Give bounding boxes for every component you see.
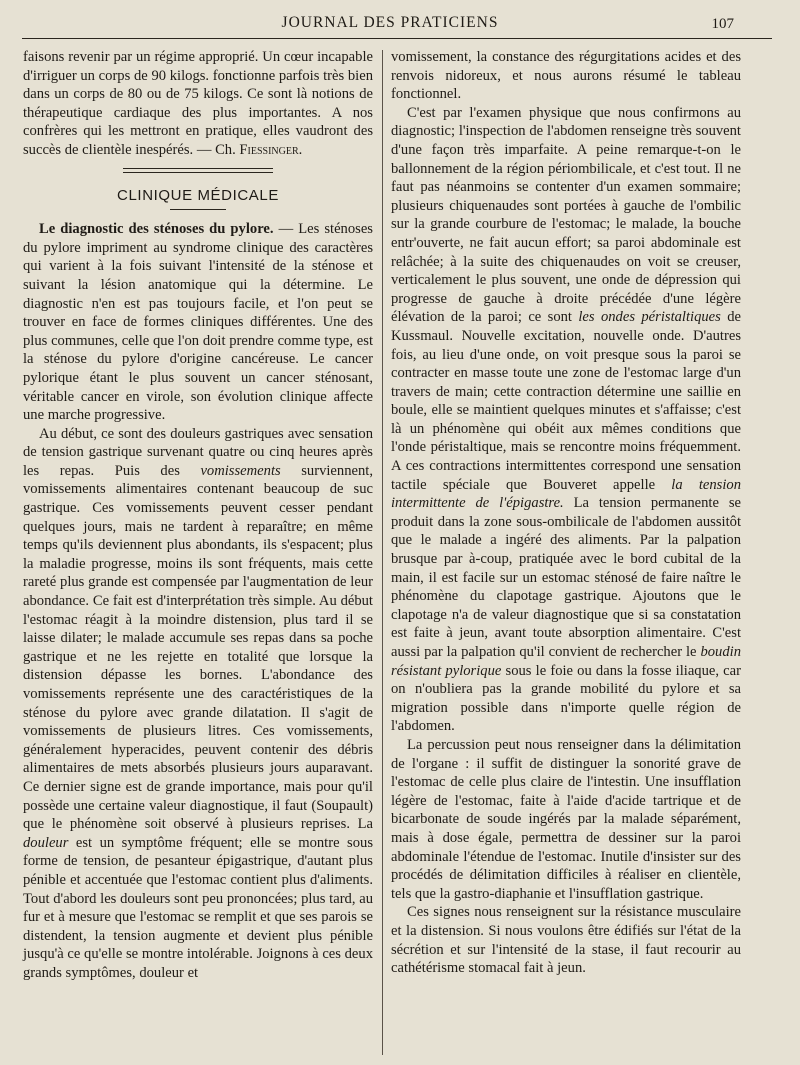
article-paragraph-5: Ces signes nous renseignent sur la résistance musculaire et la distension. Si nous voulons être édifiés sur l'état de la sécrétion et sur l'intensité de la stase, il faut recourir au cathétérisme stomacal fait à jeun.: [391, 904, 741, 977]
paragraph-text: — Les sténoses du pylore impriment au syndrome clinique des caractères qui varient à la fois suivant l'intensité de la sténose et suivant la lésion anatomique qui la détermine. Le diagnostic n'en est pas toujours facile, et l'on peut se trouver en face de formes cliniques différentes. Une des plus communes, celle que l'on doit prendre comme type, est la sténose du pylore d'origine cancéreuse. Le cancer pylorique étant le plus souvent un cancer sténosant, véritable cancer en virole, son évolution clinique affecte une marche progressive.: [23, 221, 373, 424]
left-column: [23, 48, 373, 983]
column-divider: [382, 50, 383, 1055]
italic-term: boudin résistant pylorique: [391, 644, 741, 679]
right-column: [391, 48, 741, 978]
continued-paragraph: vomissement, la constance des régurgitations acides et des renvois nidoreux, et nous aurons résumé le tableau fonctionnel.: [391, 49, 741, 103]
article-paragraph-2: [23, 425, 373, 983]
intro-text: faisons revenir par un régime approprié. Un cœur incapable d'irriguer un corps de 90 kilogs. fonctionne parfois très bien dans un corps de 80 ou de 75 kilogs. Ce sont là notions de thérapeutique cardiaque des plus importantes. A nos confrères qui les mettront en pratique, elles vaudront des succès de clientèle inespérés. — Ch.: [23, 49, 373, 158]
article-paragraph-3: [391, 104, 741, 736]
paragraph-text: de Kussmaul. Nouvelle excitation, nouvelle onde. D'autres fois, au lieu d'une onde, on voit presque sous la paroi se contracter en masse toute une zone de l'estomac large d'un travers de main; cette contraction détermine une saillie en boule, elle se maintient quelques minutes et s'affaisse; c'est là un phénomène qui obéit aux mêmes conditions que l'onde péristaltique, mais se rencontre moins fréquemment. A ces contractions intermittentes correspond une sensation tactile spéciale que Bouveret appelle: [391, 309, 741, 493]
running-header: [0, 12, 780, 34]
paragraph-text: C'est par l'examen physique que nous confirmons au diagnostic; l'inspection de l'abdomen renseigne très souvent d'une façon très imparfaite. A peine remarque-t-on le ballonnement de la région périombilicale, et c'est tout. Il ne faut pas néanmoins se contenter d'un examen sommaire; plusieurs chiquenaudes sont portées à gauche de l'ombilic sur la grande courbure de l'estomac; le malade, la bouche entr'ouverte, ne fait aucun effort; sa paroi abdominale est relâchée; à la suite des chiquenaudes on voit se creuser, verticalement le plus souvent, une onde de dépression qui progresse de gauche à droite précédée d'une légère élévation de la paroi; ce sont: [391, 104, 741, 326]
italic-term: la tension intermittente de l'épigastre.: [391, 476, 741, 512]
paragraph-text: surviennent, vomissements alimentaires contenant beaucoup de suc gastrique. Ces vomissements peuvent cesser pendant quelques jours, mais ne tardent à reparaître; en même temps qu'ils deviennent plus abondants, ils s'espacent; plus la maladie progresse, moins ils sont fréquents, mais cette rareté plus grande est compensée par l'augmentation de leur abondance. Ce fait est d'interprétation très simple. Au début l'estomac réagit à la moindre distension, plus tard il se laisse dilater; le malade accumule ses repas dans sa poche gastrique et ne les rejette en totalité que lorsque la distension dépasse les bornes. L'abondance des vomissements représente une des caractéristiques de la sténose du pylore avec grande dilatation. Il s'agit de vomissements de plusieurs litres. Ces vomissements, généralement hyperacides, peuvent contenir des débris alimentaires de mets absorbés plusieurs jours auparavant. Ce dernier signe est de grande importance, mais pour qu'il possède une certaine valeur diagnostique, il faut (Soupault) que le phénomène soit observé à plusieurs reprises. La: [23, 462, 373, 833]
journal-title: JOURNAL DES PRATICIENS: [281, 14, 499, 31]
page-number: 107: [711, 16, 734, 32]
author-signature: Fiessinger.: [239, 141, 303, 158]
paragraph-text: Au début, ce sont des douleurs gastriques avec sensation de tension gastrique survenant quatre ou cinq heures après les repas. Puis des: [23, 425, 373, 479]
article-paragraph-4: La percussion peut nous renseigner dans la délimitation de l'organe : il suffit de distinguer la sonorité grave de l'estomac de celle plus claire de l'intestin. Une insufflation légère de l'estomac, faite à l'aide d'acide tartrique et de bicarbonate de soude ingérés par la malade séparément, mais à dose égale, permettra de dessiner sur la paroi abdominale l'étendue de l'estomac. Inutile d'insister sur des procédés de délimitation difficiles à réaliser en clientèle, tels que la gastro-diaphanie et l'insufflation gastrique.: [391, 736, 741, 902]
italic-term: vomissements: [200, 462, 281, 479]
intro-paragraph: [23, 48, 373, 160]
italic-term: douleur: [23, 834, 69, 851]
paragraph-text: La tension permanente se produit dans la zone sous-ombilicale de l'abdomen aussitôt que le malade a ingéré des aliments. Par la palpation brusque par à-coup, pratiquée avec le bord cubital de la main, il est facile sur un estomac sténosé de faire naître le phénomène du clapotage gastrique. Ajoutons que le clapotage n'a de valeur diagnostique que si sa constatation est faite à jeun, avant toute absorption alimentaire. C'est aussi par la palpation qu'il convient de rechercher le: [391, 495, 741, 660]
article-lead-title: Le diagnostic des sténoses du pylore.: [39, 221, 274, 238]
italic-term: les ondes péristaltiques: [578, 309, 721, 326]
paragraph-text: sous le foie ou dans la fosse iliaque, car on n'oubliera pas la grande mobilité du pylore et sa migration possible dans n'importe quelle région de l'abdomen.: [391, 662, 741, 735]
paragraph-text: est un symptôme fréquent; elle se montre sous forme de tension, de pesanteur épigastrique, d'autant plus pénible et accentuée que l'estomac contient plus d'aliments. Tout d'abord les douleurs sont peu prononcées; plus tard, au fur et à mesure que l'estomac se remplit et que ses parois se distendent, la tension augmente et devient plus pénible jusqu'à ce qu'elle se montre intolérable. Joignons à ces deux grands symptômes, douleur et: [23, 834, 373, 981]
article-paragraph-1: [23, 220, 373, 425]
section-title: CLINIQUE MÉDICALE: [117, 186, 279, 204]
section-rule-bottom: [170, 209, 226, 210]
header-rule: [22, 38, 772, 39]
section-rule-top: [123, 168, 273, 173]
